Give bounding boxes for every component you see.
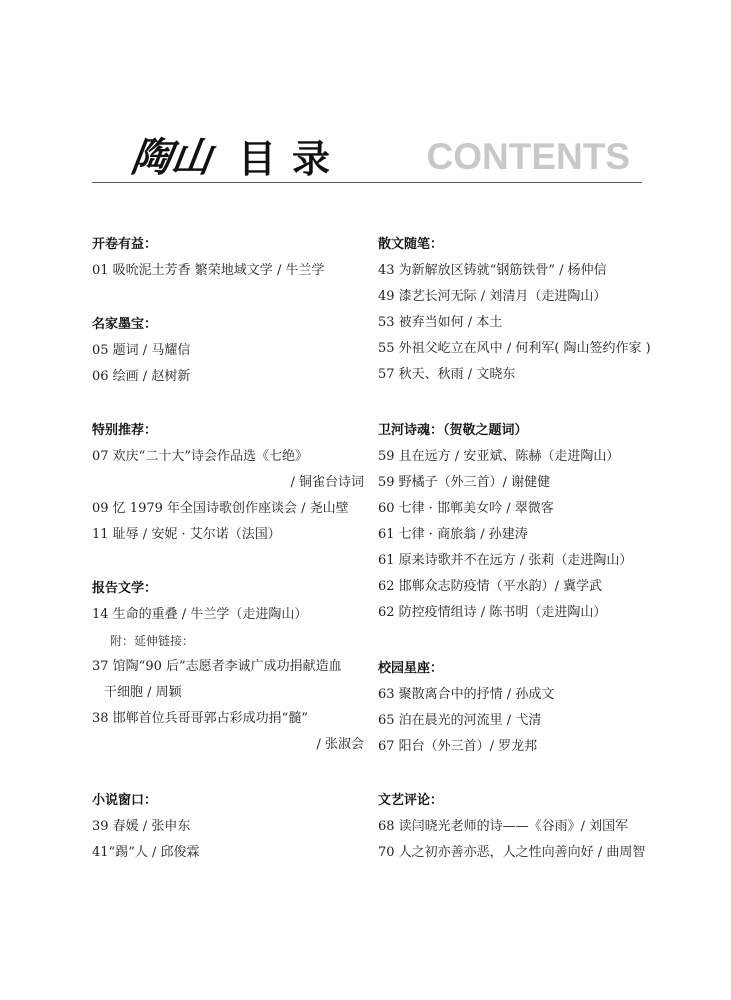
toc-entry[interactable]: 59 野橘子（外三首）/ 谢健健 bbox=[378, 475, 551, 490]
page-title: 目录 bbox=[238, 137, 347, 181]
toc-entry[interactable]: 70 人之初亦善亦恶，人之性向善向好 / 曲周智 bbox=[378, 845, 646, 860]
header-divider bbox=[92, 182, 642, 183]
toc-entry[interactable]: 39 春媛 / 张申东 bbox=[92, 819, 191, 834]
toc-entry[interactable]: 60 七律 · 邯郸美女吟 / 翠微客 bbox=[378, 501, 554, 516]
toc-entry[interactable]: 63 聚散离合中的抒情 / 孙成文 bbox=[378, 687, 555, 702]
toc-entry[interactable]: 62 防控疫情组诗 / 陈书明（走进陶山） bbox=[378, 605, 607, 620]
toc-entry[interactable]: 43 为新解放区铸就“钢筋铁骨” / 杨仲信 bbox=[378, 263, 607, 278]
toc-section bbox=[378, 788, 678, 866]
toc-entry[interactable]: 65 泊在晨光的河流里 / 弋清 bbox=[378, 713, 542, 728]
toc-section bbox=[92, 788, 382, 866]
toc-entry[interactable]: 41“踢”人 / 邱俊霖 bbox=[92, 845, 200, 860]
section-title: 名家墨宝： bbox=[92, 317, 158, 332]
toc-entry[interactable]: 11 耻辱 / 安妮 · 艾尔诺（法国） bbox=[92, 527, 281, 542]
header bbox=[92, 120, 642, 190]
toc-entry[interactable]: 57 秋天、秋雨 / 文晓东 bbox=[378, 367, 516, 382]
toc-section bbox=[92, 576, 382, 758]
toc-entry[interactable]: 38 邯郸首位兵哥哥郭占彩成功捐“髓” bbox=[92, 711, 308, 726]
toc-entry[interactable]: 55 外祖父屹立在风中 / 何利军( 陶山签约作家 ) bbox=[378, 341, 651, 356]
toc-entry[interactable]: 68 读闫晓光老师的诗——《谷雨》/ 刘国军 bbox=[378, 819, 629, 834]
toc-section bbox=[92, 312, 382, 390]
toc-entry[interactable]: 01 吸吮泥土芳香 繁荣地域文学 / 牛兰学 bbox=[92, 263, 325, 278]
toc-entry[interactable]: 67 阳台（外三首）/ 罗龙邦 bbox=[378, 739, 538, 754]
toc-entry[interactable]: 61 七律 · 商旅翁 / 孙建涛 bbox=[378, 527, 528, 542]
toc-entry[interactable]: 49 漆艺长河无际 / 刘清月（走进陶山） bbox=[378, 289, 607, 304]
toc-entry[interactable]: 05 题词 / 马耀信 bbox=[92, 343, 191, 358]
section-title: 文艺评论： bbox=[378, 793, 444, 808]
toc-section bbox=[378, 232, 678, 388]
section-title: 特别推荐： bbox=[92, 423, 158, 438]
toc-entry[interactable]: 07 欢庆“二十大”诗会作品选《七绝》 bbox=[92, 449, 308, 464]
toc-entry[interactable]: 14 生命的重叠 / 牛兰学（走进陶山） bbox=[92, 607, 308, 622]
toc-entry[interactable]: 62 邯郸众志防疫情（平水韵）/ 冀学武 bbox=[378, 579, 603, 594]
toc-entry[interactable]: 06 绘画 / 赵树新 bbox=[92, 369, 191, 384]
toc-entry-continuation[interactable]: / 铜雀台诗词 bbox=[290, 475, 364, 490]
page-title-english: CONTENTS bbox=[426, 136, 630, 177]
toc-entry[interactable]: 09 忆 1979 年全国诗歌创作座谈会 / 尧山壁 bbox=[92, 501, 349, 516]
toc-entry[interactable]: 61 原来诗歌并不在远方 / 张莉（走进陶山） bbox=[378, 553, 633, 568]
magazine-logo: 陶山 bbox=[128, 134, 215, 181]
section-title: 校园星座： bbox=[378, 661, 444, 676]
toc-entry-continuation[interactable]: / 张淑会 bbox=[316, 737, 364, 752]
toc-section bbox=[378, 418, 678, 626]
section-title: 开卷有益： bbox=[92, 237, 158, 252]
toc-section bbox=[378, 656, 678, 760]
toc-entry[interactable]: 37 馆陶“90 后”志愿者李诚广成功捐献造血 bbox=[92, 659, 342, 674]
section-title: 小说窗口： bbox=[92, 793, 158, 808]
section-title: 卫河诗魂：（贺敬之题词） bbox=[378, 423, 528, 438]
toc-note: 附：延伸链接： bbox=[110, 634, 195, 648]
toc-entry-continuation[interactable]: 干细胞 / 周颖 bbox=[104, 685, 182, 700]
toc-section bbox=[92, 232, 382, 284]
section-title: 散文随笔： bbox=[378, 237, 444, 252]
toc-entry[interactable]: 59 且在远方 / 安亚斌、陈赫（走进陶山） bbox=[378, 449, 620, 464]
toc-entry[interactable]: 53 被弃当如何 / 本土 bbox=[378, 315, 503, 330]
section-title: 报告文学： bbox=[92, 581, 158, 596]
toc-section bbox=[92, 418, 382, 548]
